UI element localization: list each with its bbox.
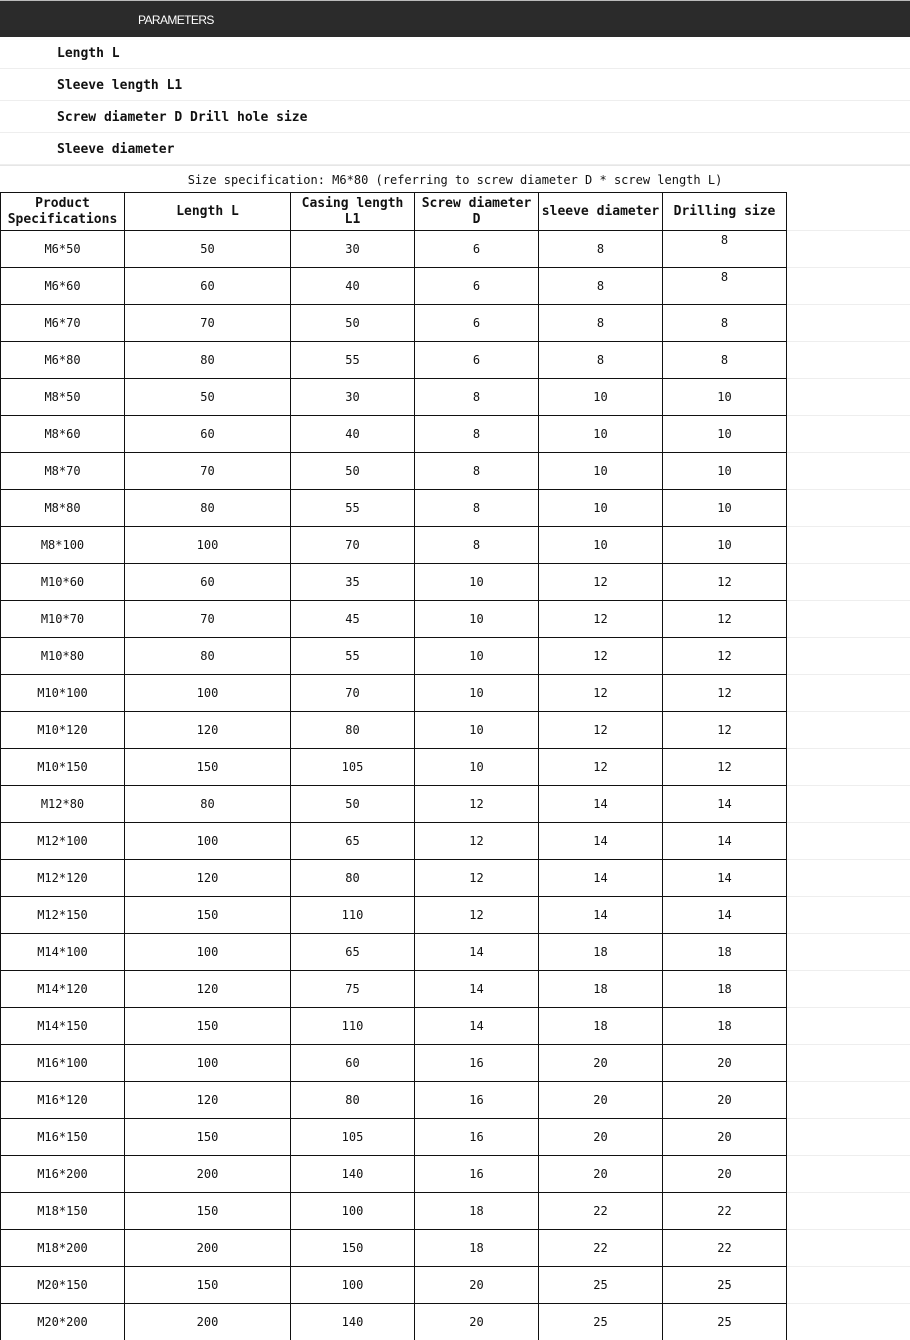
table-cell: 10 [539,490,663,527]
table-cell: 8 [663,342,787,379]
table-row [1,231,910,268]
blank-cell [787,897,910,934]
table-cell: 80 [291,712,415,749]
table-cell: 25 [663,1304,787,1340]
table-cell: 14 [415,1008,539,1045]
table-cell: 20 [539,1119,663,1156]
table-cell: 50 [125,231,291,268]
table-cell: 200 [125,1156,291,1193]
table-cell: 14 [539,860,663,897]
blank-cell [787,749,910,786]
table-cell: 12 [539,749,663,786]
table-cell: M10*150 [1,749,125,786]
parameter-label: Sleeve diameter [57,142,175,157]
parameter-row [0,37,910,69]
blank-cell [787,1156,910,1193]
parameter-label: Sleeve length L1 [57,78,183,93]
table-cell: 14 [539,786,663,823]
table-header-row [1,193,910,231]
blank-cell [787,712,910,749]
blank-cell [787,527,910,564]
table-cell: 50 [291,305,415,342]
table-cell: 60 [125,564,291,601]
table-cell: 100 [125,823,291,860]
table-cell: 12 [663,675,787,712]
blank-cell [787,1119,910,1156]
table-row [1,1230,910,1267]
table-cell: 12 [539,601,663,638]
blank-cell [787,231,910,268]
blank-cell [787,601,910,638]
table-row [1,712,910,749]
table-cell: 14 [663,823,787,860]
table-row [1,305,910,342]
table-cell: 150 [125,897,291,934]
table-cell: 12 [663,749,787,786]
blank-cell [787,416,910,453]
blank-cell [787,1045,910,1082]
table-cell: 22 [539,1193,663,1230]
table-cell: 30 [291,231,415,268]
table-cell: 10 [415,564,539,601]
table-cell: M10*70 [1,601,125,638]
table-cell: 14 [663,786,787,823]
table-cell: 60 [125,268,291,305]
parameter-row [0,133,910,165]
table-cell: 12 [415,897,539,934]
blank-cell [787,934,910,971]
parameter-label: Screw diameter D Drill hole size [57,110,308,125]
table-cell: 14 [415,934,539,971]
column-header: Drilling size [663,193,787,231]
spec-note-row [0,165,910,193]
parameter-row [0,69,910,101]
table-cell: 100 [125,675,291,712]
table-cell: M8*60 [1,416,125,453]
table-cell: 20 [415,1267,539,1304]
table-cell: 18 [663,1008,787,1045]
blank-cell [787,675,910,712]
table-cell: 80 [125,638,291,675]
table-cell: M16*100 [1,1045,125,1082]
table-cell: 65 [291,934,415,971]
table-row [1,1193,910,1230]
table-cell: 20 [663,1156,787,1193]
table-cell: 18 [663,934,787,971]
column-header: Screw diameter D [415,193,539,231]
table-cell: 12 [539,675,663,712]
table-cell: 20 [663,1119,787,1156]
table-cell: 70 [125,453,291,490]
table-cell: 20 [415,1304,539,1340]
table-cell: 18 [663,971,787,1008]
table-cell: 8 [663,305,787,342]
table-cell: 55 [291,342,415,379]
table-cell: 12 [663,601,787,638]
table-cell: 12 [539,638,663,675]
blank-cell [787,1267,910,1304]
table-row [1,1082,910,1119]
blank-cell [787,1008,910,1045]
table-cell: M8*70 [1,453,125,490]
spec-table-container [0,192,910,1340]
table-cell: 150 [291,1230,415,1267]
table-cell: 14 [539,897,663,934]
blank-cell [787,490,910,527]
table-cell: 200 [125,1304,291,1340]
table-cell: M12*120 [1,860,125,897]
table-row [1,453,910,490]
table-cell: 8 [539,305,663,342]
table-row [1,823,910,860]
table-cell: 200 [125,1230,291,1267]
table-row [1,342,910,379]
table-row [1,749,910,786]
table-cell: M16*150 [1,1119,125,1156]
header-bar [0,0,910,37]
table-cell: 20 [539,1045,663,1082]
table-cell: 12 [663,564,787,601]
table-cell: 70 [125,305,291,342]
table-cell: 8 [415,490,539,527]
table-row [1,971,910,1008]
table-cell: 8 [663,268,787,305]
table-cell: 10 [663,416,787,453]
table-cell: 100 [125,934,291,971]
blank-cell [787,1304,910,1340]
table-cell: 40 [291,268,415,305]
table-row [1,786,910,823]
table-cell: 80 [125,786,291,823]
table-cell: M12*150 [1,897,125,934]
table-cell: 10 [539,527,663,564]
table-cell: 150 [125,1119,291,1156]
column-header: Length L [125,193,291,231]
table-cell: M14*100 [1,934,125,971]
table-row [1,527,910,564]
table-cell: 120 [125,1082,291,1119]
blank-cell [787,193,910,231]
table-cell: 12 [539,712,663,749]
table-cell: 6 [415,231,539,268]
table-cell: 60 [291,1045,415,1082]
table-cell: 35 [291,564,415,601]
column-header: sleeve diameter [539,193,663,231]
table-cell: M18*150 [1,1193,125,1230]
table-cell: M12*100 [1,823,125,860]
table-cell: M8*50 [1,379,125,416]
table-cell: M10*100 [1,675,125,712]
table-cell: 20 [539,1082,663,1119]
table-cell: M10*60 [1,564,125,601]
table-row [1,268,910,305]
table-cell: 12 [415,860,539,897]
table-cell: 55 [291,638,415,675]
parameter-row [0,101,910,133]
table-cell: M8*80 [1,490,125,527]
table-cell: 14 [663,860,787,897]
blank-cell [787,453,910,490]
table-cell: 20 [663,1082,787,1119]
table-cell: M14*120 [1,971,125,1008]
blank-cell [787,638,910,675]
table-cell: 10 [415,749,539,786]
table-cell: 100 [125,527,291,564]
table-cell: 10 [415,712,539,749]
table-cell: 12 [415,786,539,823]
table-cell: 10 [539,379,663,416]
table-cell: 16 [415,1082,539,1119]
table-cell: 40 [291,416,415,453]
table-cell: 45 [291,601,415,638]
table-cell: 22 [539,1230,663,1267]
table-cell: 150 [125,1193,291,1230]
table-cell: M20*200 [1,1304,125,1340]
table-cell: M6*60 [1,268,125,305]
table-cell: 70 [291,527,415,564]
table-cell: 18 [539,1008,663,1045]
table-cell: 120 [125,860,291,897]
table-cell: 140 [291,1156,415,1193]
table-cell: 50 [125,379,291,416]
table-cell: 18 [415,1230,539,1267]
spec-table [0,192,910,1340]
blank-cell [787,860,910,897]
table-cell: M6*70 [1,305,125,342]
table-cell: 25 [663,1267,787,1304]
blank-cell [787,342,910,379]
table-cell: 25 [539,1304,663,1340]
table-row [1,675,910,712]
table-cell: 80 [125,342,291,379]
table-cell: 16 [415,1156,539,1193]
table-cell: 105 [291,749,415,786]
table-cell: 100 [125,1045,291,1082]
blank-cell [787,1230,910,1267]
table-cell: 140 [291,1304,415,1340]
column-header: Casing length L1 [291,193,415,231]
table-cell: 110 [291,1008,415,1045]
table-cell: 10 [663,527,787,564]
blank-cell [787,1193,910,1230]
table-cell: M10*120 [1,712,125,749]
table-cell: 110 [291,897,415,934]
table-cell: 55 [291,490,415,527]
table-row [1,1045,910,1082]
table-cell: 12 [539,564,663,601]
table-cell: 100 [291,1267,415,1304]
table-cell: M8*100 [1,527,125,564]
table-cell: M10*80 [1,638,125,675]
table-cell: M20*150 [1,1267,125,1304]
table-cell: 8 [539,342,663,379]
table-cell: 10 [663,453,787,490]
table-cell: 14 [663,897,787,934]
table-cell: M16*120 [1,1082,125,1119]
table-cell: 10 [415,601,539,638]
table-body [1,231,910,1340]
table-cell: 8 [539,268,663,305]
table-cell: 10 [415,638,539,675]
table-cell: 60 [125,416,291,453]
table-cell: 50 [291,786,415,823]
table-cell: M16*200 [1,1156,125,1193]
table-cell: 8 [415,453,539,490]
table-cell: M12*80 [1,786,125,823]
table-cell: 105 [291,1119,415,1156]
table-cell: M14*150 [1,1008,125,1045]
table-row [1,416,910,453]
table-cell: 70 [291,675,415,712]
table-cell: 50 [291,453,415,490]
table-cell: 120 [125,971,291,1008]
blank-cell [787,971,910,1008]
table-row [1,1267,910,1304]
table-cell: 6 [415,268,539,305]
table-cell: 6 [415,342,539,379]
table-cell: 8 [539,231,663,268]
table-cell: 14 [539,823,663,860]
table-cell: 30 [291,379,415,416]
table-cell: 150 [125,1267,291,1304]
table-cell: M6*80 [1,342,125,379]
table-cell: 80 [125,490,291,527]
table-cell: 80 [291,860,415,897]
table-cell: 100 [291,1193,415,1230]
table-cell: 20 [539,1156,663,1193]
table-cell: 18 [539,971,663,1008]
table-row [1,564,910,601]
table-cell: 16 [415,1045,539,1082]
table-cell: 22 [663,1193,787,1230]
table-cell: 8 [415,527,539,564]
table-row [1,897,910,934]
table-row [1,1119,910,1156]
blank-cell [787,786,910,823]
table-cell: 18 [415,1193,539,1230]
table-cell: 75 [291,971,415,1008]
table-cell: 8 [415,416,539,453]
table-cell: 8 [663,231,787,268]
table-cell: 150 [125,1008,291,1045]
table-cell: 20 [663,1045,787,1082]
table-row [1,638,910,675]
table-cell: 65 [291,823,415,860]
table-cell: 10 [663,490,787,527]
table-cell: 12 [663,712,787,749]
table-row [1,1156,910,1193]
blank-cell [787,305,910,342]
table-cell: 25 [539,1267,663,1304]
blank-cell [787,823,910,860]
table-cell: 80 [291,1082,415,1119]
table-row [1,1304,910,1340]
blank-cell [787,379,910,416]
blank-cell [787,564,910,601]
table-row [1,1008,910,1045]
table-row [1,379,910,416]
table-cell: 6 [415,305,539,342]
table-cell: M6*50 [1,231,125,268]
table-cell: 10 [539,453,663,490]
table-row [1,601,910,638]
table-cell: 10 [415,675,539,712]
table-cell: 22 [663,1230,787,1267]
table-row [1,860,910,897]
table-cell: 12 [663,638,787,675]
blank-cell [787,268,910,305]
table-row [1,934,910,971]
table-cell: 120 [125,712,291,749]
table-cell: 10 [663,379,787,416]
table-cell: 10 [539,416,663,453]
table-cell: 12 [415,823,539,860]
page-title: PARAMETERS [138,13,214,27]
table-cell: 70 [125,601,291,638]
blank-cell [787,1082,910,1119]
table-cell: 16 [415,1119,539,1156]
table-cell: 150 [125,749,291,786]
table-cell: 18 [539,934,663,971]
parameter-label: Length L [57,46,120,61]
table-cell: 14 [415,971,539,1008]
table-cell: 8 [415,379,539,416]
spec-note: Size specification: M6*80 (referring to screw diameter D * screw length L) [187,173,723,187]
column-header: Product Specifications [1,193,125,231]
table-row [1,490,910,527]
table-cell: M18*200 [1,1230,125,1267]
